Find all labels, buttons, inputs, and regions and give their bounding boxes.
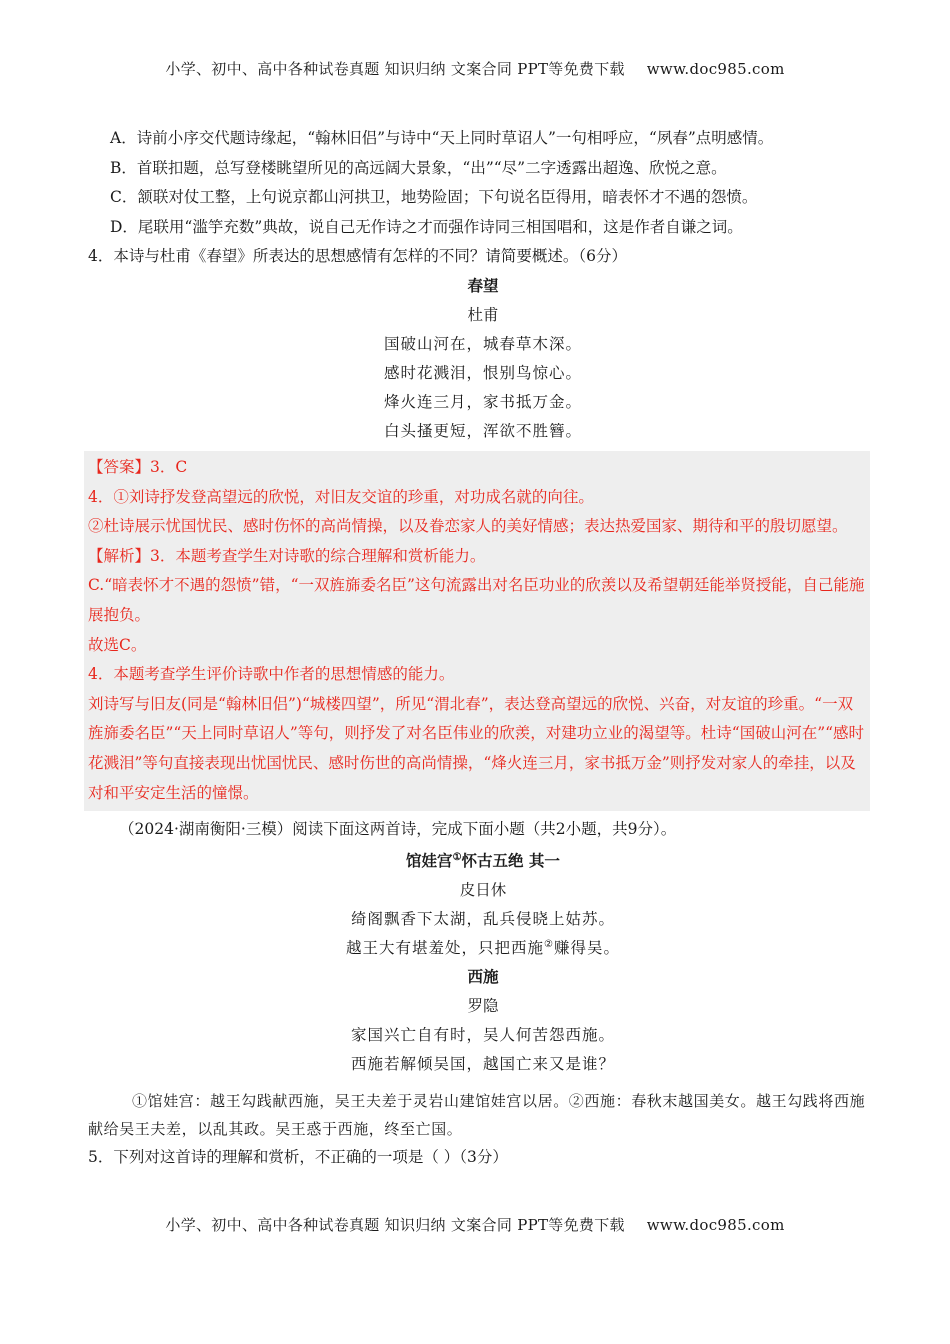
analysis-line: 故选C。 bbox=[88, 635, 147, 654]
analysis-paragraph: 刘诗写与旧友(同是“翰林旧侣”)“城楼四望”，所见“渭北春”，表达登高望远的欣悦、兴奋，对友谊的珍重。“一双旌旆委名臣”“天上同时草诏人”等句，则抒发了对名臣伟业的欣羡，对建功立业的渴望等。杜诗“国破山河在”“感时花溅泪”等句直接表现出忧国忧民、感时伤世的高尚情操，“烽火连三月，家书抵万金”则抒发对家人的牵挂，以及对和平安定生活的憧憬。 bbox=[88, 694, 865, 802]
analysis-line: 【解析】3．本题考查学生对诗歌的综合理解和赏析能力。 bbox=[88, 546, 486, 565]
page-content bbox=[88, 128, 878, 1167]
answer-line: ②杜诗展示忧国忧民、感时伤怀的高尚情操，以及眷恋家人的美好情感；表达热爱国家、期待和平的殷切愿望。 bbox=[88, 517, 848, 536]
footer-text: 小学、初中、高中各种试卷真题 知识归纳 文案合同 PPT等免费下载 bbox=[165, 1216, 625, 1234]
poem-chunwang-line: 感时花溅泪，恨别鸟惊心。 bbox=[383, 364, 582, 382]
footer-url[interactable]: www.doc985.com bbox=[646, 1216, 785, 1234]
option-a: A．诗前小序交代题诗缘起，“翰林旧侣”与诗中“天上同时草诏人”一句相呼应，“夙春”点明感情。 bbox=[110, 129, 774, 147]
poem-guanwagong-author: 皮日休 bbox=[459, 881, 507, 900]
header-text: 小学、初中、高中各种试卷真题 知识归纳 文案合同 PPT等免费下载 bbox=[165, 60, 625, 78]
poem-chunwang-line: 烽火连三月，家书抵万金。 bbox=[383, 393, 582, 411]
poem-xishi-line: 家国兴亡自有时，吴人何苦怨西施。 bbox=[350, 1026, 615, 1045]
poem-guanwagong-title: 馆娃宫①怀古五绝 其一 bbox=[406, 851, 560, 871]
poem-xishi-line: 西施若解倾吴国，越国亡来又是谁？ bbox=[350, 1055, 615, 1074]
poem-chunwang-line: 白头搔更短，浑欲不胜簪。 bbox=[383, 422, 582, 440]
poem-chunwang-title: 春望 bbox=[467, 276, 499, 295]
answer-block bbox=[84, 451, 870, 811]
question-5: 5．下列对这首诗的理解和赏析，不正确的一项是（ ）（3分） bbox=[88, 1148, 508, 1167]
poem-guanwagong-line: 越王大有堪羞处，只把西施②赚得吴。 bbox=[346, 938, 620, 958]
poem-chunwang-line: 国破山河在，城春草木深。 bbox=[383, 335, 582, 353]
option-d: D．尾联用“滥竽充数”典故，说自己无作诗之才而强作诗同三相国唱和，这是作者自谦之词。 bbox=[110, 217, 743, 236]
poem-xishi-title: 西施 bbox=[467, 967, 499, 987]
analysis-line: C.“暗表怀才不遇的怨愤”错，“一双旌旆委名臣”这句流露出对名臣功业的欣羡以及希望朝廷能举贤授能，自己能施展抱负。 bbox=[88, 576, 865, 624]
answer-line: 【答案】3．C bbox=[88, 458, 188, 476]
poem-guanwagong-line: 绮阁飘香下太湖，乱兵侵晓上姑苏。 bbox=[350, 910, 615, 929]
footnote-paragraph: ①馆娃宫：越王勾践献西施，吴王夫差于灵岩山建馆娃宫以居。②西施：春秋末越国美女。越王勾践将西施献给吴王夫差，以乱其政。吴王惑于西施，终至亡国。 bbox=[88, 1092, 866, 1139]
question-4: 4．本诗与杜甫《春望》所表达的思想感情有怎样的不同？请简要概述。（6分） bbox=[88, 247, 627, 265]
answer-line: 4．①刘诗抒发登高望远的欣悦，对旧友交谊的珍重，对功成名就的向往。 bbox=[88, 487, 594, 506]
footnote-marker: ② bbox=[544, 938, 554, 950]
page-footer bbox=[0, 1214, 950, 1235]
footnote-marker: ① bbox=[452, 851, 462, 863]
header-url[interactable]: www.doc985.com bbox=[646, 60, 785, 78]
section-intro: （2024·湖南衡阳·三模）阅读下面这两首诗，完成下面小题（共2小题，共9分）。 bbox=[119, 820, 677, 839]
analysis-line: 4．本题考查学生评价诗歌中作者的思想情感的能力。 bbox=[88, 665, 455, 684]
page-header bbox=[0, 58, 950, 79]
option-c: C．颔联对仗工整，上句说京都山河拱卫，地势险固；下句说名臣得用，暗表怀才不遇的怨愤。 bbox=[110, 188, 758, 206]
poem-xishi-author: 罗隐 bbox=[467, 997, 499, 1016]
option-b: B．首联扣题，总写登楼眺望所见的高远阔大景象，“出”“尽”二字透露出超逸、欣悦之意。 bbox=[110, 158, 727, 177]
poem-chunwang-author: 杜甫 bbox=[467, 306, 499, 324]
